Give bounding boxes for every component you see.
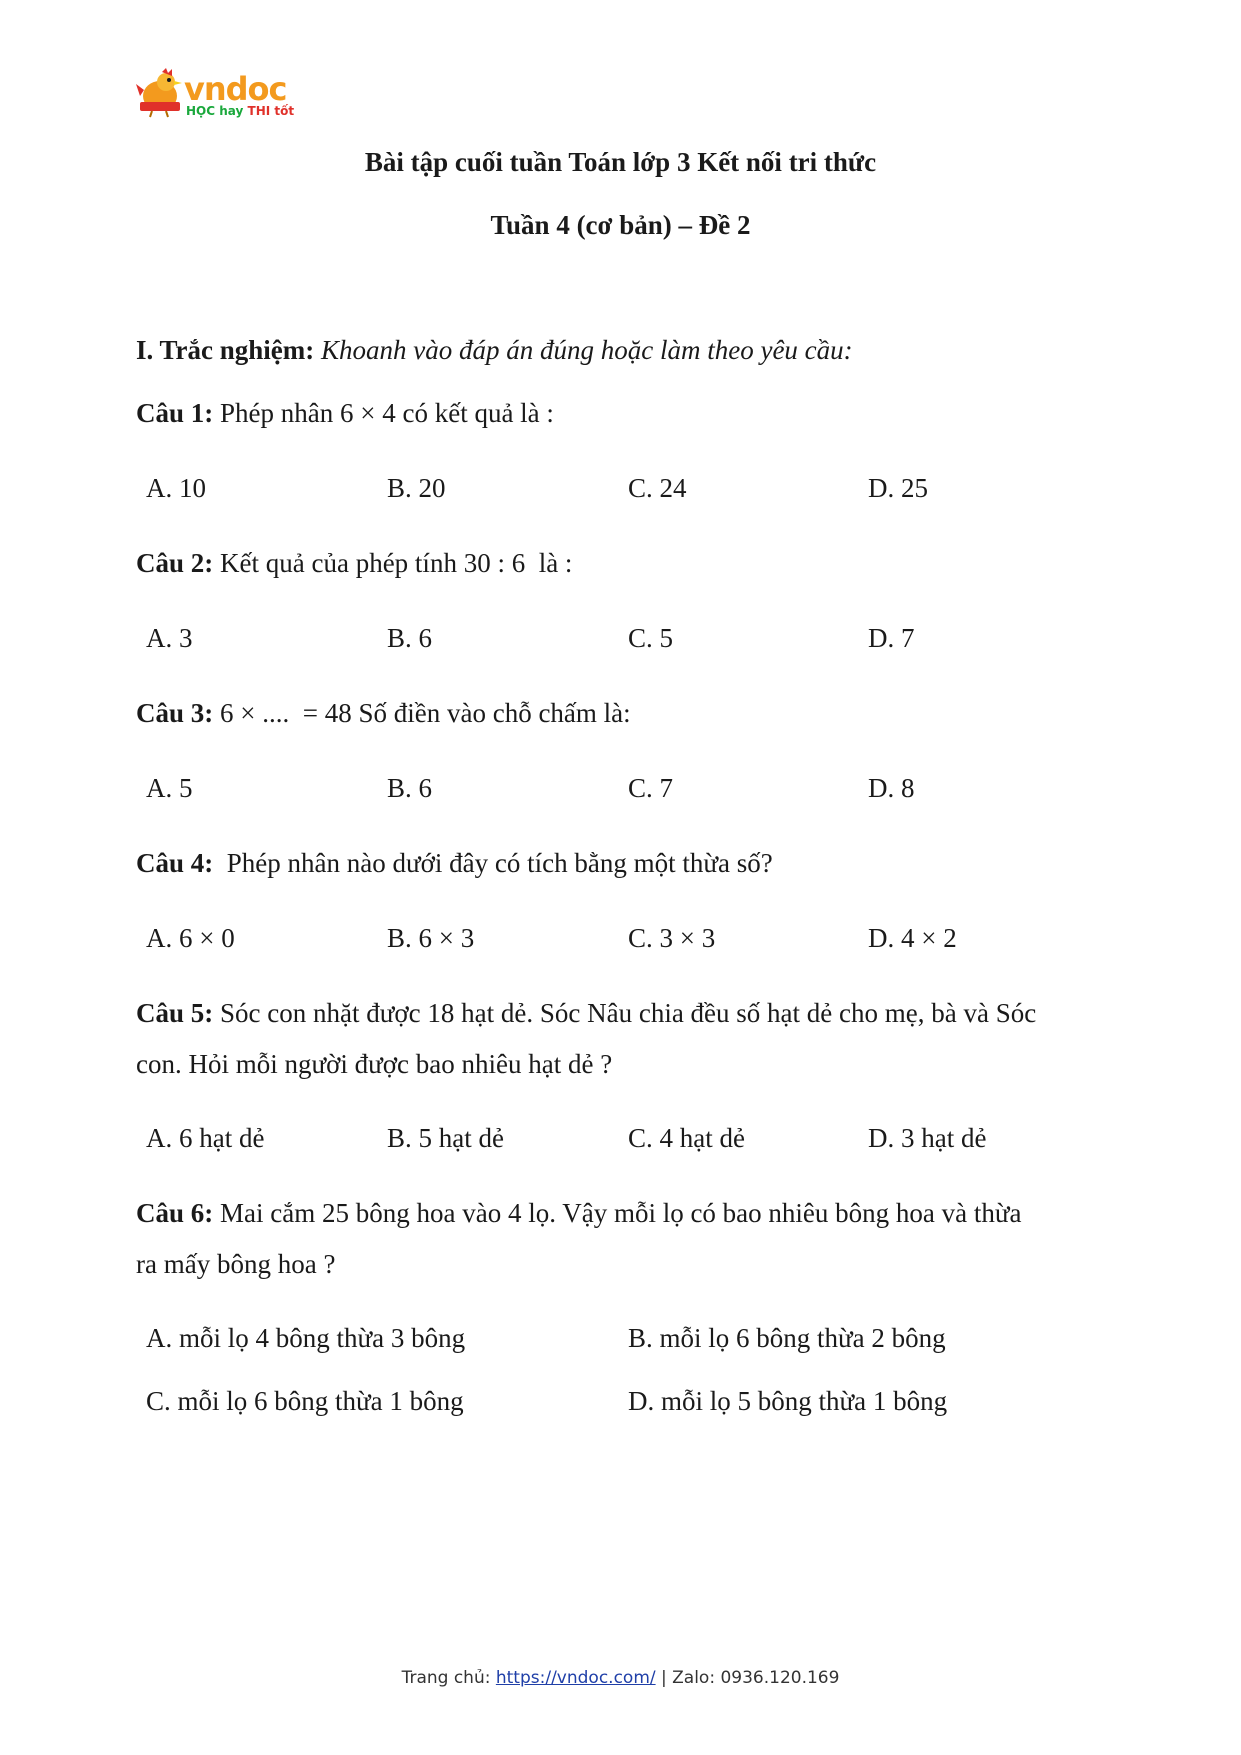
question-3-option-c[interactable]: C. 7 xyxy=(628,773,674,803)
question-4-option-d[interactable]: D. 4 × 2 xyxy=(868,923,957,953)
section-instruction: Khoanh vào đáp án đúng hoặc làm theo yêu cầu: xyxy=(321,335,853,365)
question-label: Câu 4: xyxy=(136,848,214,878)
logo-tagline-red: THI tốt xyxy=(247,104,295,118)
section-label: I. Trắc nghiệm: xyxy=(136,335,315,365)
question-5-option-d[interactable]: D. 3 hạt dẻ xyxy=(868,1123,987,1153)
logo-tagline-green: HỌC hay xyxy=(186,104,244,118)
question-6-option-a[interactable]: A. mỗi lọ 4 bông thừa 3 bông xyxy=(146,1323,466,1353)
question-text: Kết quả của phép tính 30 : 6 là : xyxy=(220,548,573,578)
section-heading xyxy=(136,335,853,366)
question-6-option-d[interactable]: D. mỗi lọ 5 bông thừa 1 bông xyxy=(628,1386,948,1416)
question-2-option-b[interactable]: B. 6 xyxy=(387,623,433,653)
question-label: Câu 5: xyxy=(136,998,214,1028)
question-label: Câu 3: xyxy=(136,698,214,728)
question-1-option-c[interactable]: C. 24 xyxy=(628,473,687,503)
question-4-option-c[interactable]: C. 3 × 3 xyxy=(628,923,716,953)
question-6-continuation: ra mấy bông hoa ? xyxy=(136,1249,336,1279)
question-1-option-a[interactable]: A. 10 xyxy=(146,473,206,503)
question-6-option-c[interactable]: C. mỗi lọ 6 bông thừa 1 bông xyxy=(146,1386,464,1416)
question-text: Phép nhân nào dưới đây có tích bằng một thừa số? xyxy=(220,848,773,878)
question-5 xyxy=(136,998,1036,1029)
question-3-option-a[interactable]: A. 5 xyxy=(146,773,193,803)
logo-tagline xyxy=(186,104,294,118)
question-5-option-a[interactable]: A. 6 hạt dẻ xyxy=(146,1123,265,1153)
footer-contact: | Zalo: 0936.120.169 xyxy=(655,1668,840,1688)
page-footer xyxy=(0,1668,1241,1688)
question-2-option-d[interactable]: D. 7 xyxy=(868,623,915,653)
footer-homepage-link[interactable]: https://vndoc.com/ xyxy=(495,1668,656,1688)
question-2-option-a[interactable]: A. 3 xyxy=(146,623,193,653)
question-label: Câu 2: xyxy=(136,548,214,578)
question-text: 6 × .... = 48 Số điền vào chỗ chấm là: xyxy=(220,698,631,728)
question-4-option-b[interactable]: B. 6 × 3 xyxy=(387,923,475,953)
question-text: Phép nhân 6 × 4 có kết quả là : xyxy=(220,398,554,428)
logo-wordmark: vndoc xyxy=(184,70,287,108)
question-text: Mai cắm 25 bông hoa vào 4 lọ. Vậy mỗi lọ có bao nhiêu bông hoa và thừa xyxy=(220,1198,1022,1228)
footer-prefix: Trang chủ: xyxy=(401,1668,496,1688)
vndoc-logo[interactable] xyxy=(136,68,296,126)
question-3-option-d[interactable]: D. 8 xyxy=(868,773,915,803)
question-5-continuation: con. Hỏi mỗi người được bao nhiêu hạt dẻ ? xyxy=(136,1049,613,1079)
question-2 xyxy=(136,548,572,579)
page-title: Bài tập cuối tuần Toán lớp 3 Kết nối tri thức xyxy=(364,147,877,177)
question-6-option-b[interactable]: B. mỗi lọ 6 bông thừa 2 bông xyxy=(628,1323,946,1353)
question-label: Câu 6: xyxy=(136,1198,214,1228)
question-2-option-c[interactable]: C. 5 xyxy=(628,623,674,653)
question-1-option-d[interactable]: D. 25 xyxy=(868,473,928,503)
question-5-option-b[interactable]: B. 5 hạt dẻ xyxy=(387,1123,504,1153)
question-6 xyxy=(136,1198,1022,1229)
question-text: Sóc con nhặt được 18 hạt dẻ. Sóc Nâu chia đều số hạt dẻ cho mẹ, bà và Sóc xyxy=(220,998,1037,1028)
question-5-option-c[interactable]: C. 4 hạt dẻ xyxy=(628,1123,745,1153)
question-4-option-a[interactable]: A. 6 × 0 xyxy=(146,923,235,953)
question-3 xyxy=(136,698,631,729)
question-1-option-b[interactable]: B. 20 xyxy=(387,473,446,503)
page-subtitle: Tuần 4 (cơ bản) – Đề 2 xyxy=(490,210,751,240)
question-1 xyxy=(136,398,554,429)
question-3-option-b[interactable]: B. 6 xyxy=(387,773,433,803)
rooster-mascot-icon xyxy=(136,68,186,118)
question-4 xyxy=(136,848,773,879)
question-label: Câu 1: xyxy=(136,398,214,428)
